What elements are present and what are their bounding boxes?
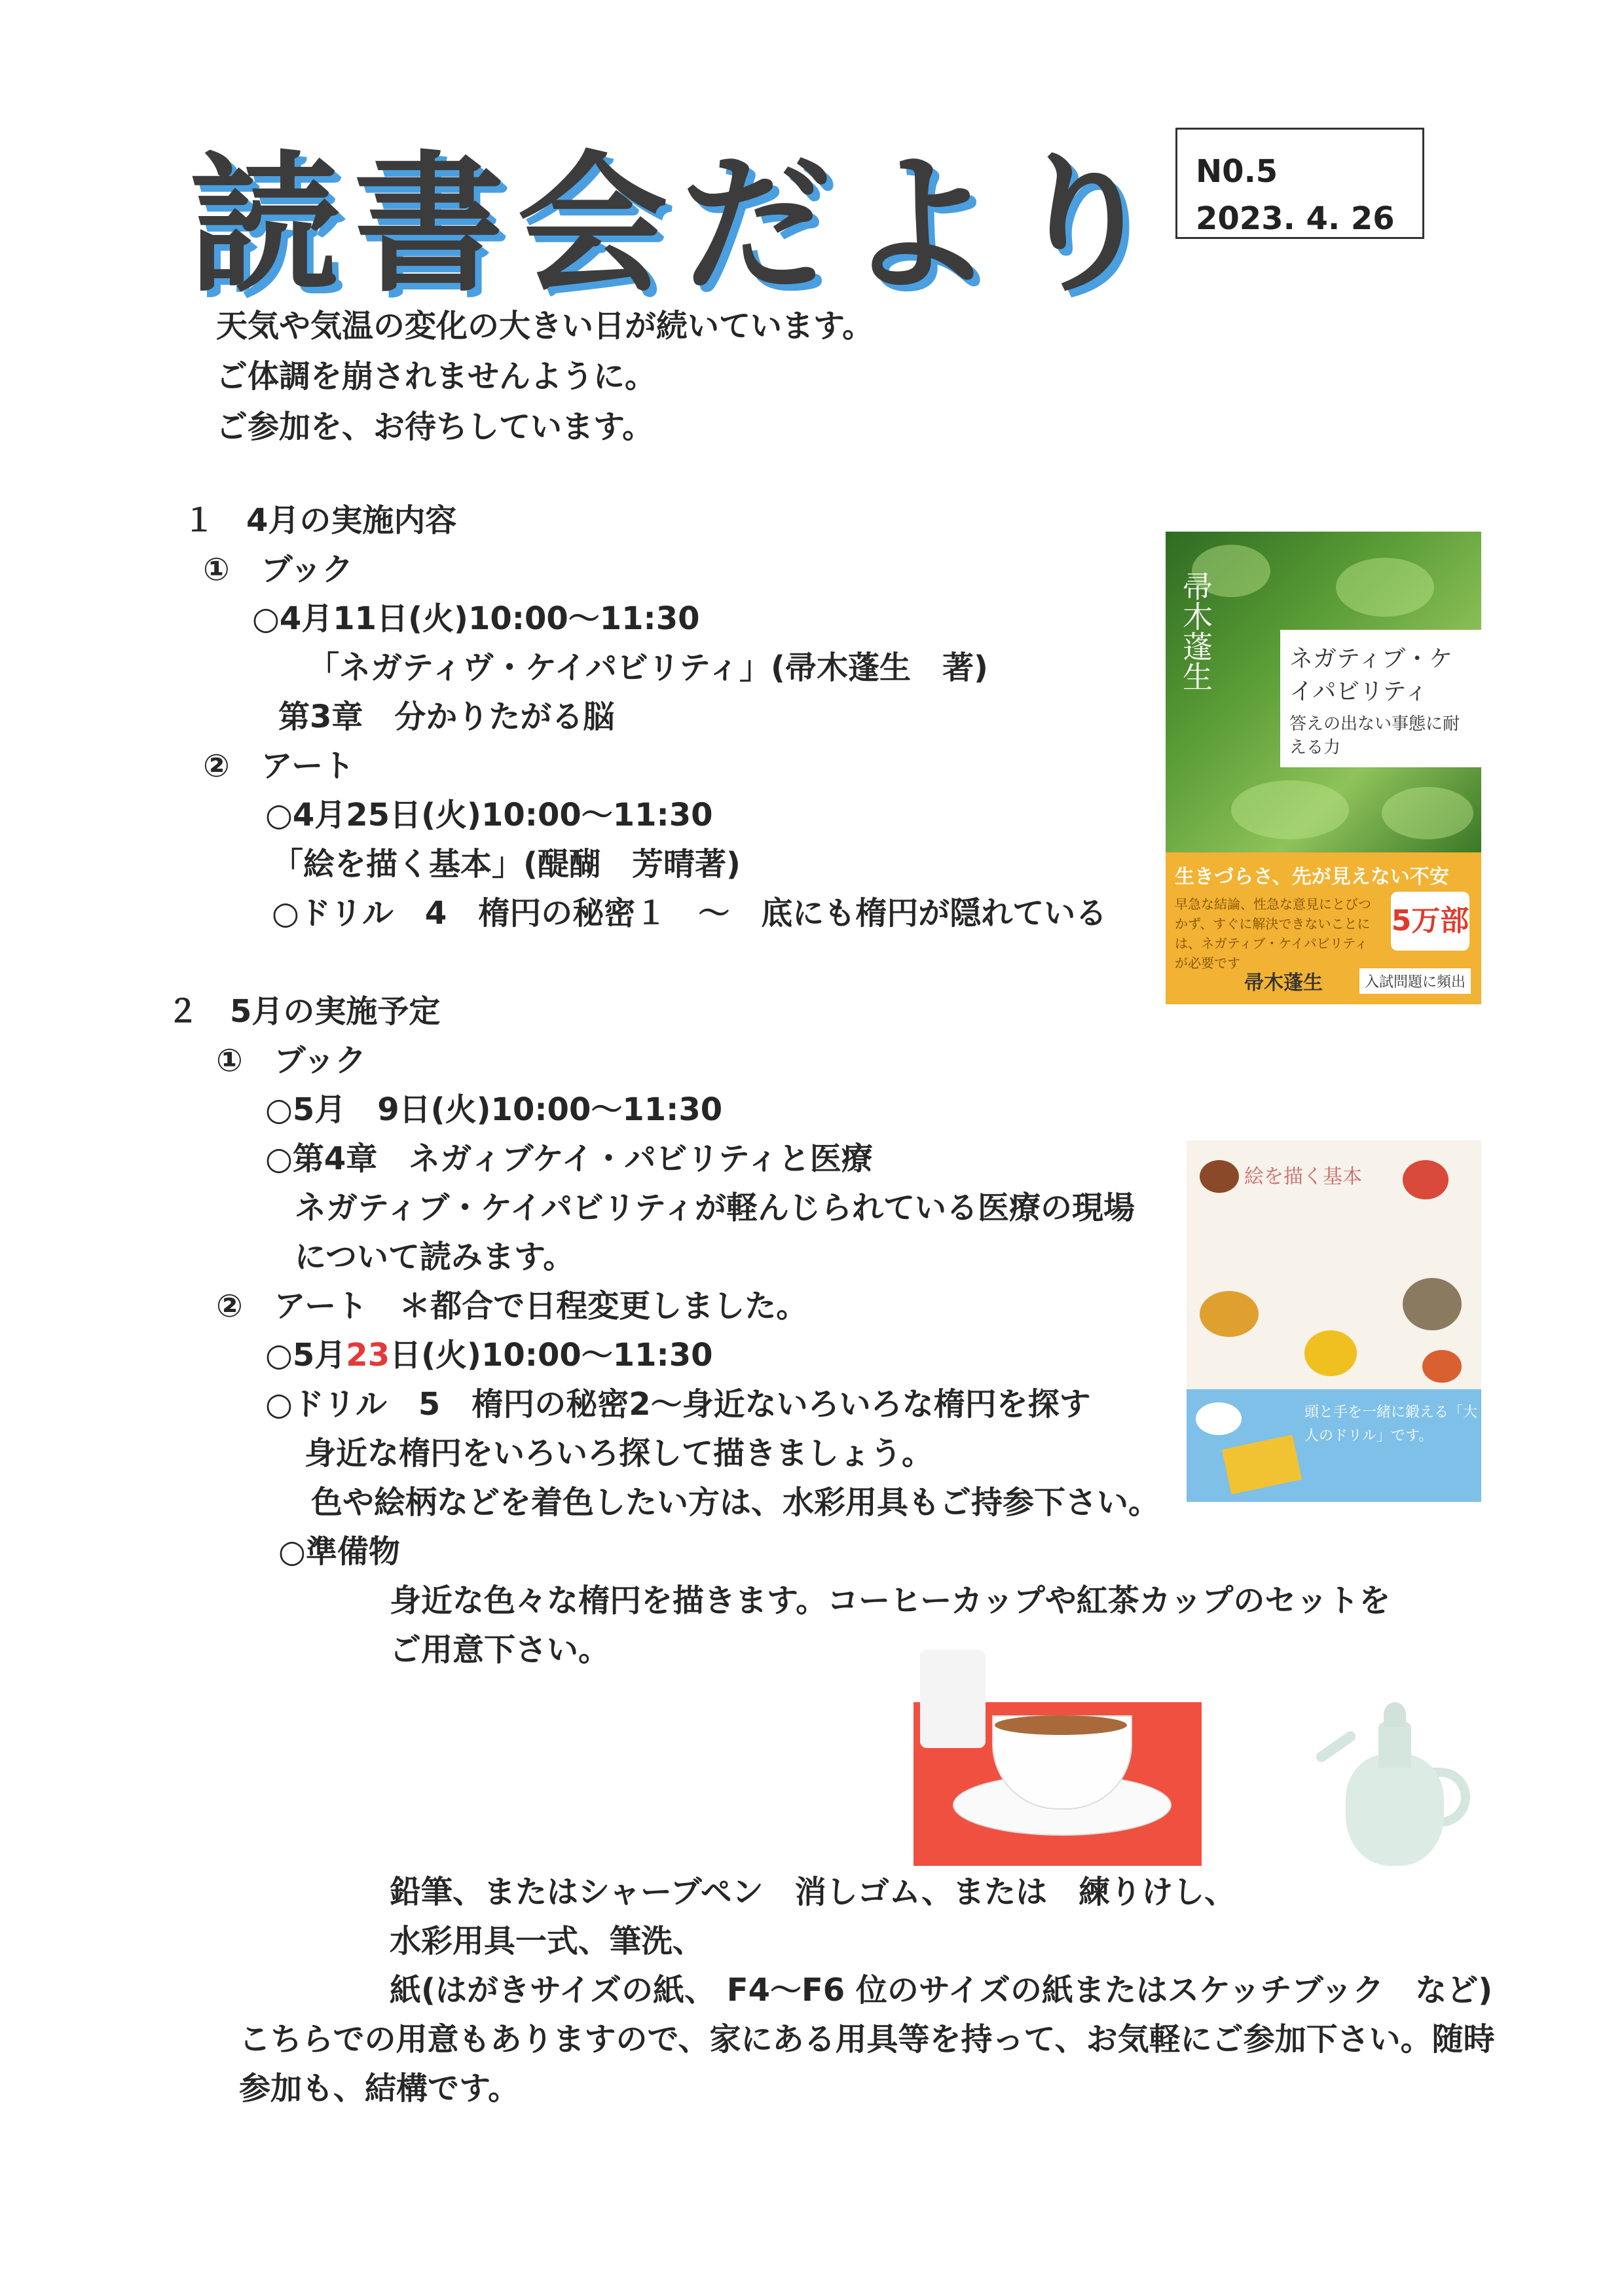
book-2-title: 絵を描く基本 <box>1244 1165 1362 1188</box>
section-1-book-date: ○4月11日(火)10:00～11:30 <box>252 600 700 637</box>
book-1-title: ネガティブ・ケイパビリティ <box>1289 646 1453 705</box>
section-2-book-chapter: ○第4章 ネガィブケイ・パビリティと医療 <box>265 1140 873 1177</box>
book-2-blue-band <box>1187 1389 1481 1502</box>
prep-line-1: 身近な色々な楕円を描きます。コーヒーカップや紅茶カップのセットを <box>390 1582 1391 1619</box>
section-1-book-chapter: 第3章 分かりたがる脳 <box>278 699 615 735</box>
section-2-art-desc-1: 身近な楕円をいろいろ探して描きましょう。 <box>304 1435 934 1472</box>
section-1-art-title: 「絵を描く基本」(醍醐 芳晴著) <box>272 846 741 883</box>
supplies-line-2: 水彩用具一式、筆洗、 <box>390 1923 705 1959</box>
book-cover-negative-capability <box>1166 532 1481 1004</box>
book-1-subtitle: 答えの出ない事態に耐える力 <box>1289 714 1460 757</box>
closing-line-2: 参加も、結構です。 <box>239 2070 520 2107</box>
section-1-art-date: ○4月25日(火)10:00～11:30 <box>265 797 713 833</box>
book-1-band-author: 帚木蓬生 <box>1244 972 1323 994</box>
issue-box <box>1175 128 1424 239</box>
book-1-band-text: 早急な結論、性急な意見にとびつかず、すぐに解決できないことには、ネガティブ・ケイパビリティが必要です <box>1175 896 1371 971</box>
date-rest: 日(火)10:00～11:30 <box>390 1337 713 1374</box>
prep-label: ○準備物 <box>278 1533 400 1570</box>
book-1-author-vertical: 帚木蓬生 <box>1178 571 1213 691</box>
section-2-art-desc-2: 色や絵柄などを着色したい方は、水彩用具もご持参下さい。 <box>311 1484 1160 1521</box>
section-2-book-desc-1: ネガティブ・ケイパビリティが軽んじられている医療の現場 <box>295 1190 1135 1226</box>
section-1-book-label: ① ブック <box>203 551 354 588</box>
book-1-band-headline: 生きづらさ、先が見えない不安 <box>1175 866 1449 888</box>
section-2-heading: ２ 5月の実施予定 <box>167 993 441 1030</box>
greeting-line-1: 天気や気温の変化の大きい日が続いています。 <box>216 308 874 344</box>
book-cover-drawing-basics <box>1187 1140 1481 1502</box>
book-1-sales-badge: 5万部 <box>1391 892 1469 951</box>
issue-date: 2023. 4. 26 <box>1196 200 1395 237</box>
section-2-art-date <box>265 1336 713 1375</box>
supplies-line-3: 紙(はがきサイズの紙、 F4～F6 位のサイズの紙またはスケッチブック など) <box>390 1972 1493 2009</box>
date-day-highlight: 23 <box>346 1337 390 1374</box>
book-1-title-panel <box>1280 630 1481 767</box>
prep-line-2: ご用意下さい。 <box>390 1631 610 1668</box>
issue-number: N0.5 <box>1196 153 1278 190</box>
greeting-line-3: ご参加を、お待ちしています。 <box>216 409 654 445</box>
section-2-art-drill: ○ドリル 5 楕円の秘密2～身近ないろいろな楕円を探す <box>265 1386 1091 1423</box>
greeting-line-2: ご体調を崩されませんように。 <box>216 358 657 395</box>
section-1-art-label: ② アート <box>203 748 355 784</box>
book-1-band-note: 入試問題に頻出 <box>1359 968 1471 994</box>
section-2-book-label: ① ブック <box>216 1042 367 1079</box>
section-2-art-label: ② アート ＊都合で日程変更しました。 <box>216 1288 808 1324</box>
book-2-band-text: 頭と手を一緒に鍛える「大人のドリル」です。 <box>1304 1404 1478 1444</box>
teapot-photo <box>1313 1676 1477 1879</box>
newsletter-title: 読書会だより <box>190 138 1173 313</box>
supplies-line-1: 鉛筆、またはシャーブペン 消しゴム、または 練りけし、 <box>390 1874 1236 1910</box>
coffee-cup-photo <box>913 1650 1202 1866</box>
date-month: ○5月 <box>265 1337 346 1374</box>
closing-line-1: こちらでの用意もありますので、家にある用具等を持って、お気軽にご参加下さい。随時 <box>239 2021 1495 2058</box>
section-2-book-date: ○5月 9日(火)10:00～11:30 <box>265 1091 723 1128</box>
section-1-book-title: 「ネガティヴ・ケイパビリティ」(帚木蓬生 著) <box>308 649 988 686</box>
section-1-art-drill: ○ドリル 4 楕円の秘密１ ～ 底にも楕円が隠れている <box>272 895 1107 932</box>
section-2-book-desc-2: について読みます。 <box>295 1239 575 1275</box>
section-1-heading: １ 4月の実施内容 <box>183 502 457 539</box>
book-1-obi-band <box>1166 852 1481 1004</box>
